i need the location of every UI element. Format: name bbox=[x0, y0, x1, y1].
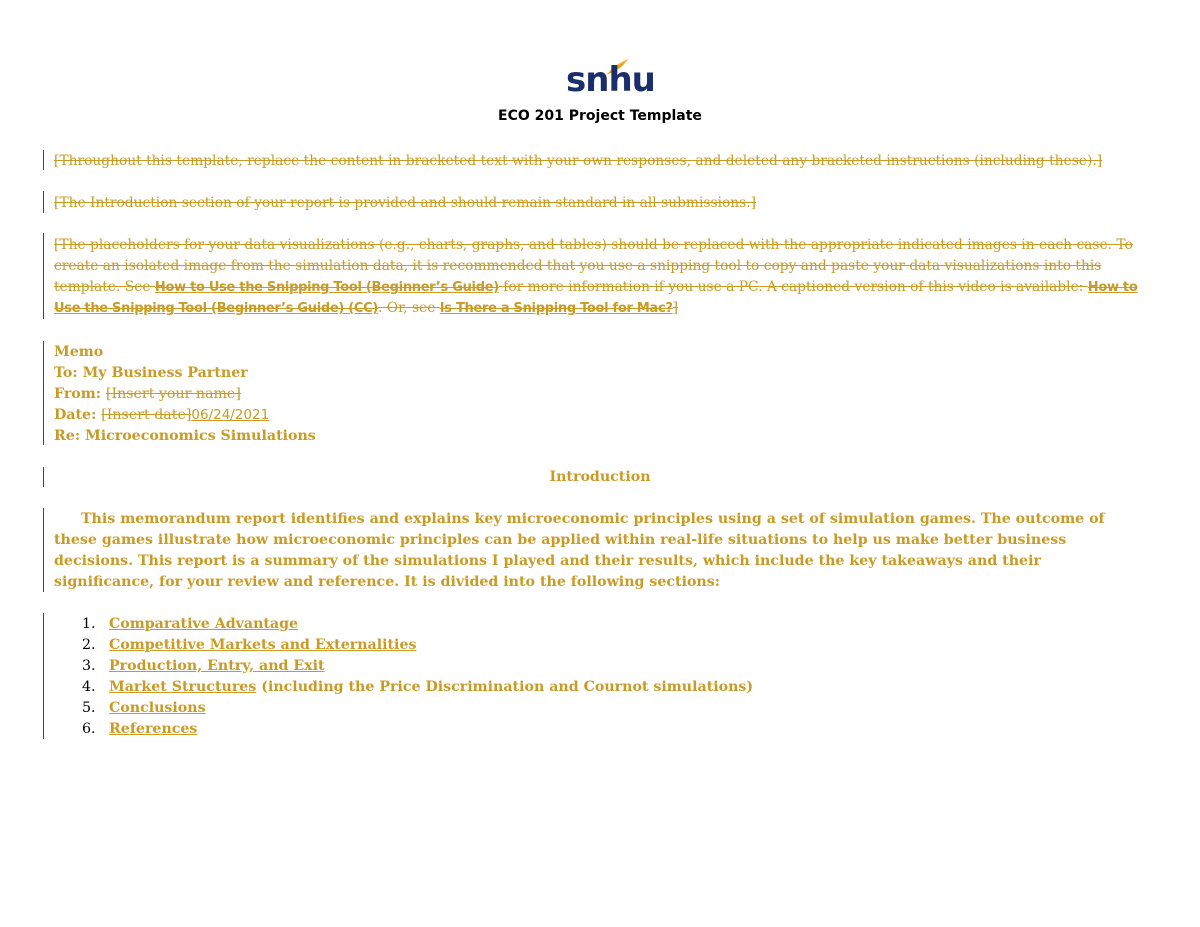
memo-header bbox=[54, 342, 316, 447]
toc-link-conclusions[interactable]: Conclusions bbox=[109, 700, 206, 716]
introduction-text: This memorandum report identifies and explains key microeconomic principles using a set of simulation games. The outcome of these games illustrate how microeconomic principles can be applied within real-life situations to help us make better business decisions. This report is a summary of the simulations I played and their results, which include the key takeaways and their significance, for your review and reference. It is divided into the following sections: bbox=[54, 511, 1105, 590]
toc-link-competitive-markets[interactable]: Competitive Markets and Externalities bbox=[109, 637, 417, 653]
memo-from-placeholder: [Insert your name] bbox=[105, 386, 241, 402]
instruction-text: [Throughout this template, replace the content in bracketed text with your own responses, and deleted any bracketed instructions (including these).] bbox=[54, 153, 1103, 169]
revision-bar bbox=[43, 191, 44, 213]
list-number: 3. bbox=[82, 658, 96, 674]
introduction-heading: Introduction bbox=[549, 469, 651, 485]
revision-bar bbox=[43, 613, 44, 739]
memo-to: To: My Business Partner bbox=[54, 365, 248, 381]
revision-bar bbox=[43, 150, 44, 170]
memo-re: Re: Microeconomics Simulations bbox=[54, 428, 316, 444]
snipping-tool-captioned-link[interactable]: How to Use the Snipping Tool (Beginner’s Guide) (CC) bbox=[54, 280, 1138, 316]
document-title: ECO 201 Project Template bbox=[498, 108, 702, 124]
revision-bar bbox=[43, 508, 44, 592]
list-number: 5. bbox=[82, 700, 96, 716]
memo-date-placeholder: [Insert date] bbox=[101, 407, 192, 423]
instruction-text: . Or, see bbox=[378, 300, 440, 316]
toc-link-market-structures[interactable]: Market Structures bbox=[109, 679, 257, 695]
instruction-text: ] bbox=[672, 300, 679, 316]
list-number: 6. bbox=[82, 721, 96, 737]
instruction-text: [The Introduction section of your report is provided and should remain standard in all submissions.] bbox=[54, 195, 757, 211]
introduction-body bbox=[54, 509, 1134, 593]
memo-date-label: Date: bbox=[54, 407, 102, 423]
instruction-paragraph-1 bbox=[54, 151, 1149, 172]
instruction-text: for more information if you use a PC. A captioned version of this video is available: bbox=[498, 279, 1088, 295]
memo-from-label: From: bbox=[54, 386, 106, 402]
revision-bar bbox=[43, 341, 44, 445]
instruction-paragraph-2 bbox=[54, 193, 1149, 214]
memo-from bbox=[54, 384, 316, 405]
snhu-logo: snhu bbox=[566, 60, 655, 100]
toc-link-references[interactable]: References bbox=[109, 721, 198, 737]
list-number: 1. bbox=[82, 616, 96, 632]
instruction-text: [The placeholders for your data visualizations (e.g., charts, graphs, and tables) should be replaced with the appropriate indicated images in each case. To create an isolated image from the simulation data, it is recommended that you use a snipping tool to copy and paste your data visualizations into this template. See bbox=[54, 237, 1133, 295]
instruction-paragraph-3 bbox=[54, 235, 1149, 319]
list-number: 4. bbox=[82, 679, 96, 695]
snipping-tool-mac-link[interactable]: Is There a Snipping Tool for Mac? bbox=[439, 301, 673, 316]
memo-date-value: 06/24/2021 bbox=[191, 407, 270, 423]
list-number: 2. bbox=[82, 637, 96, 653]
memo-heading: Memo bbox=[54, 344, 104, 360]
toc-link-production-entry-exit[interactable]: Production, Entry, and Exit bbox=[109, 658, 325, 674]
toc-link-comparative-advantage[interactable]: Comparative Advantage bbox=[109, 616, 299, 632]
memo-date bbox=[54, 405, 316, 426]
snipping-tool-guide-link[interactable]: How to Use the Snipping Tool (Beginner’s Guide) bbox=[154, 280, 499, 295]
list-suffix: (including the Price Discrimination and Cournot simulations) bbox=[256, 679, 754, 695]
revision-bar bbox=[43, 233, 44, 319]
